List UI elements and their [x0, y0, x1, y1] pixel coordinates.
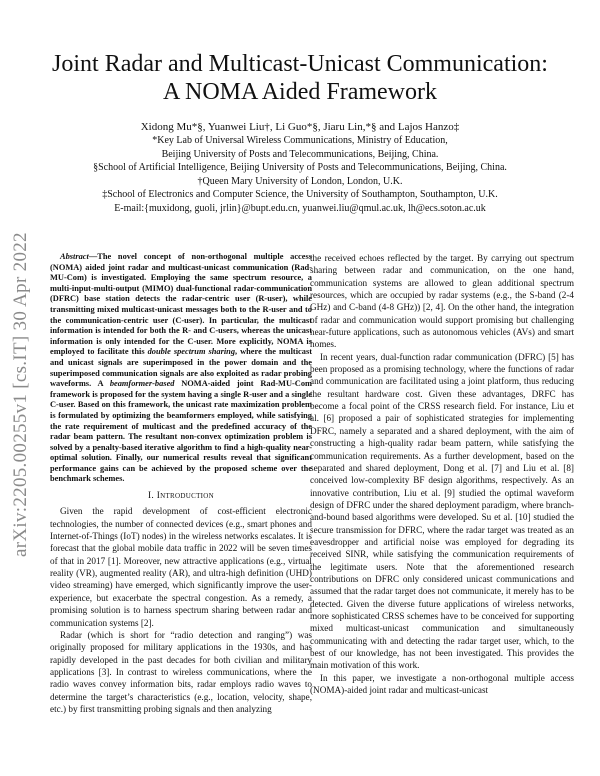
- affiliation-line: ‡School of Electronics and Computer Science, the University of Southampton, Southampton, U.K.: [102, 189, 498, 201]
- body-paragraph: Radar (which is short for “radio detection and ranging”) was originally proposed for military applications in the 1930s, and has rapidly developed in the past decades for both civilian and military applications [3]. In contrast to wireless communications, where the radio waves convey information bits, radar employs radio waves to determine the target’s characteristics (e.g., location, velocity, shape, etc.) by first transmitting probing signals and then analyzing: [50, 629, 312, 714]
- email-line: E-mail:{muxidong, guoli, jrlin}@bupt.edu.cn, yuanwei.liu@qmul.ac.uk, lh@ecs.soton.ac.uk: [114, 202, 486, 214]
- paper-title: Joint Radar and Multicast-Unicast Communication: A NOMA Aided Framework: [52, 51, 548, 105]
- abstract-italic: beamformer-based: [109, 379, 175, 389]
- abstract: [50, 252, 312, 485]
- section-heading: I. Introduction: [148, 491, 214, 502]
- abstract-lead: Abstract: [60, 252, 89, 261]
- affiliation-line: §School of Artificial Intelligence, Beijing University of Posts and Telecommunications, Beijing, China.: [93, 162, 507, 174]
- right-column: [310, 252, 574, 696]
- body-paragraph: Given the rapid development of cost-efficient electronic technologies, the number of connected devices (e.g., smart phones and Internet-of-Things (IoT) nodes) in the wireless networks escalates. It is forecast that the global mobile data traffic in 2022 will be seven times of that in 2017 [1]. Moreover, new attractive applications (e.g., virtual reality (VR), augmented reality (AR), and ultra-high definition (UHD) video streaming) have emerged, which significantly improve the user-experience, but exacerbate the spectral congestion. As a remedy, a promising solution is to harness spectrum sharing between radar and communication systems [2].: [50, 506, 312, 628]
- body-paragraph: the received echoes reflected by the target. By carrying out spectrum sharing between radar and communication, on the one hand, communication systems are allowed to glean additional spectrum resources, which are occupied by radar systems (e.g., the S-band (2-4 GHz) and C-band (4-8 GHz)) [2, 4]. On the other hand, the integration of radar and communication would support promising but challenging near-future applications, such as autonomous vehicles (AVs) and smart homes.: [310, 253, 574, 350]
- abstract-text: , where the multicast and unicast signals are superimposed in the power domain and the superimposed communication signals are also exploited as radar probing waveforms. A: [50, 347, 312, 389]
- arxiv-stamp: arXiv:2205.00255v1 [cs.IT] 30 Apr 2022: [10, 232, 31, 558]
- author-names: Xidong Mu*§, Yuanwei Liu†, Li Guo*§, Jiaru Lin,*§ and Lajos Hanzo‡: [140, 121, 460, 133]
- body-paragraph: In recent years, dual-function radar communication (DFRC) [5] has been proposed as a promising technology, where the functions of radar and communication are facilitated using a joint platform, thus reducing the resultant hardware cost. Given these advantages, DRFC has become a focal point of the CRSS research field. For instance, Liu et al. [6] proposed a pair of sophisticated strategies for implementing DFRC, namely a separated and a shared deployment, with the aim of constructing a high-quality radar beam pattern, while satisfying the communication requirements. As a further development, based on the separated and shared deployment, Dong et al. [7] and Liu et al. [8] conceived low-complexity BF design algorithms, respectively. As an innovative contribution, Liu et al. [9] studied the optimal waveform design of DFRC under the shared deployment paradigm, where branch-and-bound based algorithms were developed. Su et al. [10] studied the secure transmission for DFRC, where the radar target was treated as an eavesdropper and artificial noise was employed for degrading its received SINR, while satisfying the communication requirements of the legitimate users. Note that the aforementioned research contributions on DFRC only considered unicast communications and assumed that the radar target does not communicate, it merely has to be detected. Given the diverse future applications of wireless networks, more sophisticated CRSS schemes have to be conceived for supporting mixed multicast-unicast communication and simultaneously communicating with and detecting the radar target user, which, to the best of our knowledge, has not been investigated. This provides the main motivation of this work.: [310, 351, 574, 671]
- author-block: [60, 120, 540, 216]
- left-column: [50, 252, 312, 715]
- abstract-text: —The novel concept of non-orthogonal multiple access (NOMA) aided joint radar and multicast-unicast communication (Rad-MU-Com) is investigated. Employing the same spectrum resource, a multi-input-multi-output (MIMO) dual-functional radar-communication (DFRC) base station detects the radar-centric user (R-user), while transmitting mixed multicast-unicast messages both to the R-user and to the communication-centric user (C-user). In particular, the multicast information is intended for both the R- and C-users, whereas the unicast information is only intended for the C-user. More explicitly, NOMA is employed to facilitate this: [50, 252, 312, 357]
- abstract-text: NOMA-aided joint Rad-MU-Com framework is proposed for the system having a single R-user and a single C-user. Based on this framework, the unicast rate maximization problem is formulated by optimizing the beamformers employed, while satisfying the rate requirement of multicast and the predefined accuracy of the radar beam pattern. The resultant non-convex optimization problem is solved by a penalty-based iterative algorithm to find a high-quality near-optimal solution. Finally, our numerical results reveal that significant performance gains can be achieved by the proposed scheme over the benchmark schemes.: [50, 379, 312, 484]
- affiliation-line: Beijing University of Posts and Telecommunications, Beijing, China.: [161, 148, 439, 160]
- affiliation-line: *Key Lab of Universal Wireless Communications, Ministry of Education,: [152, 135, 448, 146]
- affiliation-line: †Queen Mary University of London, London, U.K.: [197, 175, 403, 187]
- abstract-italic: double spectrum sharing: [147, 347, 236, 357]
- body-paragraph: In this paper, we investigate a non-orthogonal multiple access (NOMA)-aided joint radar and multicast-unicast: [310, 672, 574, 696]
